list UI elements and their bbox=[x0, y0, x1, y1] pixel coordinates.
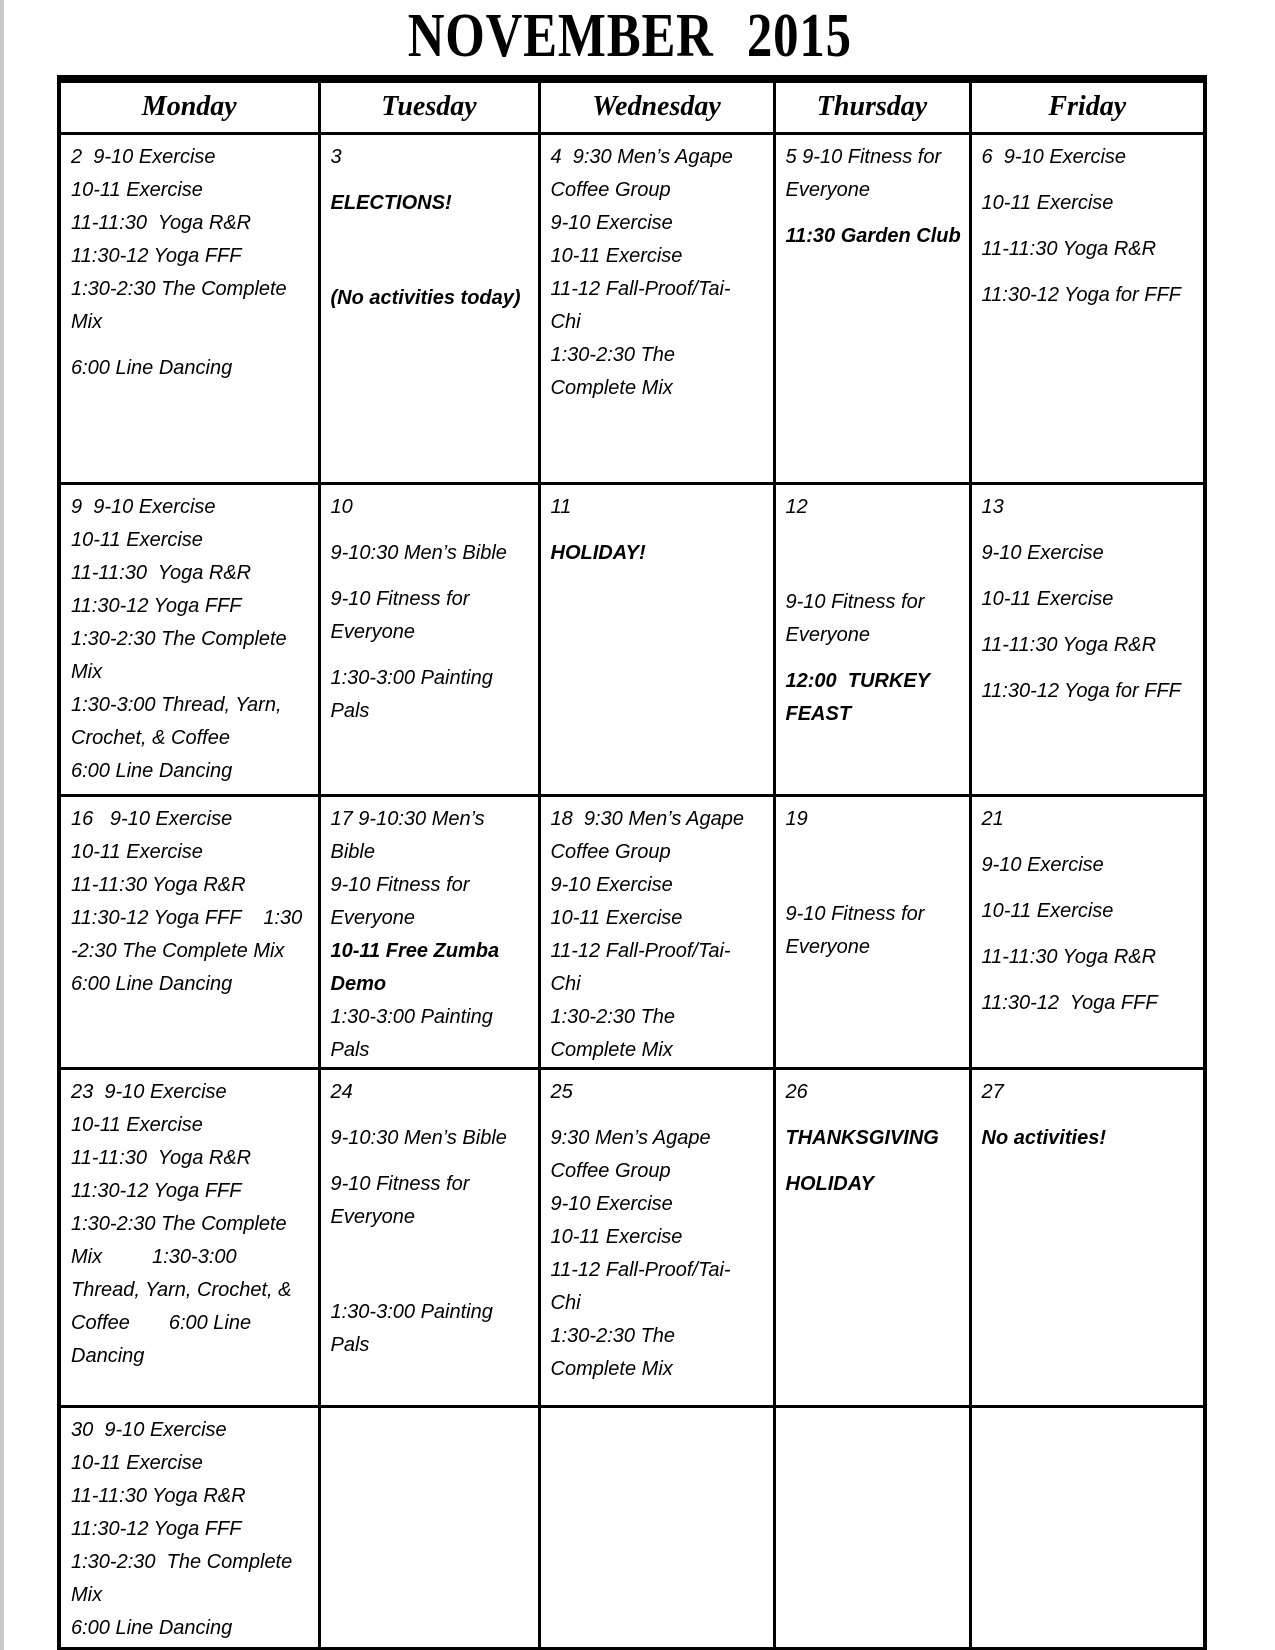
event-line: 11:30-12 Yoga FFF bbox=[71, 594, 242, 617]
event-line: 11:30-12 Yoga FFF bbox=[981, 991, 1158, 1014]
day-cell bbox=[319, 483, 539, 795]
event-line: 25 bbox=[550, 1080, 573, 1103]
event-line: 11-11:30 Yoga R&R bbox=[981, 633, 1157, 656]
event-line: 9-10 Fitness for bbox=[785, 902, 925, 925]
day-cell bbox=[970, 795, 1205, 1068]
event-line: 11-11:30 Yoga R&R bbox=[71, 873, 246, 896]
event-line: 11:30-12 Yoga FFF bbox=[71, 1517, 242, 1540]
event-line: 11-11:30 Yoga R&R bbox=[71, 561, 252, 584]
event-line: 9-10 Fitness for bbox=[330, 587, 470, 610]
event-line: 23 9-10 Exercise bbox=[71, 1080, 227, 1103]
event-line: Chi bbox=[550, 1291, 581, 1314]
day-header-friday: Friday bbox=[970, 79, 1205, 133]
event-line: Crochet, & Coffee bbox=[71, 726, 230, 749]
day-cell bbox=[539, 133, 774, 483]
event-line: 24 bbox=[330, 1080, 353, 1103]
event-line: 10-11 Exercise bbox=[981, 587, 1114, 610]
event-line: 27 bbox=[981, 1080, 1004, 1103]
event-line: Coffee Group bbox=[550, 1159, 671, 1182]
day-cell bbox=[319, 795, 539, 1068]
event-line: 10-11 Exercise bbox=[71, 528, 203, 551]
event-line: 1:30-2:30 The Complete bbox=[71, 1550, 293, 1573]
day-cell bbox=[59, 483, 319, 795]
event-line: 9-10 Exercise bbox=[550, 1192, 673, 1215]
event-line: Everyone bbox=[330, 620, 415, 643]
event-line: Pals bbox=[330, 1333, 370, 1356]
event-line: 11-12 Fall-Proof/Tai- bbox=[550, 1258, 731, 1281]
event-line-bold: (No activities today) bbox=[330, 286, 521, 309]
event-line: Chi bbox=[550, 972, 581, 995]
day-header-monday: Monday bbox=[59, 79, 319, 133]
event-line: 11 bbox=[550, 495, 572, 518]
event-line: 10 bbox=[330, 495, 353, 518]
event-line: 12 bbox=[785, 495, 808, 518]
event-line: 10-11 Exercise bbox=[550, 906, 683, 929]
event-line-bold: THANKSGIVING bbox=[785, 1126, 939, 1149]
day-cell bbox=[774, 1406, 970, 1649]
event-line: 10-11 Exercise bbox=[71, 1451, 203, 1474]
event-line-bold: 12:00 TURKEY bbox=[785, 669, 930, 692]
event-line-bold: ELECTIONS! bbox=[330, 191, 452, 214]
event-line: 9-10:30 Men’s Bible bbox=[330, 541, 507, 564]
event-line: 30 9-10 Exercise bbox=[71, 1418, 227, 1441]
event-line: 6 9-10 Exercise bbox=[981, 145, 1127, 168]
week-row-1 bbox=[59, 133, 1205, 483]
event-line: 6:00 Line Dancing bbox=[71, 1616, 233, 1639]
event-line: Coffee 6:00 Line bbox=[71, 1311, 252, 1334]
day-cell bbox=[774, 795, 970, 1068]
event-line-bold: HOLIDAY bbox=[785, 1172, 875, 1195]
event-line: 11-11:30 Yoga R&R bbox=[981, 945, 1157, 968]
event-line: 11-12 Fall-Proof/Tai- bbox=[550, 277, 731, 300]
event-line: 10-11 Exercise bbox=[71, 840, 203, 863]
event-line: 1:30-3:00 Thread, Yarn, bbox=[71, 693, 282, 716]
page-title-area bbox=[57, 0, 1203, 72]
event-line: 11:30-12 Yoga FFF bbox=[71, 1179, 242, 1202]
event-line: 11:30-12 Yoga for FFF bbox=[981, 679, 1181, 702]
event-line-bold: 10-11 Free Zumba bbox=[330, 939, 500, 962]
event-line: 13 bbox=[981, 495, 1004, 518]
event-line: Coffee Group bbox=[550, 178, 671, 201]
event-line: 9-10 Exercise bbox=[550, 873, 673, 896]
event-line: Mix 1:30-3:00 bbox=[71, 1245, 237, 1268]
event-line: Mix bbox=[71, 660, 103, 683]
day-cell bbox=[319, 1406, 539, 1649]
event-line: Chi bbox=[550, 310, 581, 333]
event-line: 1:30-2:30 The Complete bbox=[71, 1212, 287, 1235]
event-line: 11:30-12 Yoga FFF bbox=[71, 244, 242, 267]
event-line: 11-11:30 Yoga R&R bbox=[981, 237, 1157, 260]
day-cell bbox=[539, 1406, 774, 1649]
event-line: 10-11 Exercise bbox=[981, 899, 1114, 922]
event-line: 10-11 Exercise bbox=[981, 191, 1114, 214]
event-line: 1:30-2:30 The bbox=[550, 343, 676, 366]
page-title: NOVEMBER 2015 bbox=[407, 2, 853, 70]
event-line-bold: HOLIDAY! bbox=[550, 541, 646, 564]
day-cell bbox=[59, 133, 319, 483]
event-line: 19 bbox=[785, 807, 808, 830]
event-line: 11:30-12 Yoga FFF 1:30 bbox=[71, 906, 303, 929]
event-line: 1:30-2:30 The bbox=[550, 1324, 676, 1347]
calendar-header bbox=[59, 79, 1205, 133]
day-cell bbox=[319, 1068, 539, 1406]
event-line: 9-10:30 Men’s Bible bbox=[330, 1126, 507, 1149]
event-line: 2 9-10 Exercise bbox=[71, 145, 216, 168]
day-header-wednesday: Wednesday bbox=[539, 79, 774, 133]
day-header-tuesday: Tuesday bbox=[319, 79, 539, 133]
event-line: 5 9-10 Fitness for bbox=[785, 145, 942, 168]
page-left-edge bbox=[0, 0, 4, 1650]
event-line: Everyone bbox=[785, 178, 870, 201]
event-line: 9-10 Exercise bbox=[981, 853, 1104, 876]
event-line: 1:30-2:30 The bbox=[550, 1005, 676, 1028]
event-line-bold: Demo bbox=[330, 972, 387, 995]
event-line: 9-10 Fitness for bbox=[785, 590, 925, 613]
day-cell bbox=[59, 1406, 319, 1649]
event-line: 16 9-10 Exercise bbox=[71, 807, 233, 830]
event-line: 1:30-3:00 Painting bbox=[330, 1005, 493, 1028]
event-line: Everyone bbox=[330, 1205, 415, 1228]
event-line-bold: FEAST bbox=[785, 702, 852, 725]
event-line: Dancing bbox=[71, 1344, 145, 1367]
event-line: 3 bbox=[330, 145, 342, 168]
event-line: 9-10 Exercise bbox=[550, 211, 673, 234]
event-line: Everyone bbox=[785, 623, 870, 646]
event-line: Thread, Yarn, Crochet, & bbox=[71, 1278, 292, 1301]
event-line: 10-11 Exercise bbox=[550, 1225, 683, 1248]
day-cell bbox=[970, 483, 1205, 795]
event-line: 26 bbox=[785, 1080, 808, 1103]
event-line: 10-11 Exercise bbox=[550, 244, 683, 267]
day-cell bbox=[59, 795, 319, 1068]
day-header-thursday: Thursday bbox=[774, 79, 970, 133]
event-line: Everyone bbox=[330, 906, 415, 929]
event-line: 9-10 Fitness for bbox=[330, 1172, 470, 1195]
event-line: -2:30 The Complete Mix bbox=[71, 939, 285, 962]
event-line: 9:30 Men’s Agape bbox=[550, 1126, 711, 1149]
calendar-body bbox=[59, 133, 1205, 1649]
day-cell bbox=[774, 483, 970, 795]
day-cell bbox=[539, 483, 774, 795]
day-cell bbox=[774, 1068, 970, 1406]
week-row-4 bbox=[59, 1068, 1205, 1406]
event-line: 4 9:30 Men’s Agape bbox=[550, 145, 733, 168]
day-cell bbox=[319, 133, 539, 483]
event-line: 11:30-12 Yoga for FFF bbox=[981, 283, 1181, 306]
event-line-bold: No activities! bbox=[981, 1126, 1106, 1149]
event-line: 11-12 Fall-Proof/Tai- bbox=[550, 939, 731, 962]
day-cell bbox=[539, 1068, 774, 1406]
event-line: Complete Mix bbox=[550, 1357, 673, 1380]
event-line-bold: 11:30 Garden Club bbox=[785, 224, 961, 247]
event-line: Pals bbox=[330, 699, 370, 722]
event-line: 6:00 Line Dancing bbox=[71, 972, 233, 995]
event-line: Bible bbox=[330, 840, 375, 863]
event-line: 1:30-3:00 Painting bbox=[330, 1300, 493, 1323]
event-line: Complete Mix bbox=[550, 376, 673, 399]
event-line: Coffee Group bbox=[550, 840, 671, 863]
event-line: Mix bbox=[71, 1583, 103, 1606]
event-line: 6:00 Line Dancing bbox=[71, 759, 233, 782]
day-cell bbox=[774, 133, 970, 483]
event-line: 1:30-3:00 Painting bbox=[330, 666, 493, 689]
day-cell bbox=[539, 795, 774, 1068]
event-line: 1:30-2:30 The Complete bbox=[71, 627, 287, 650]
day-cell bbox=[970, 1068, 1205, 1406]
week-row-3 bbox=[59, 795, 1205, 1068]
event-line: 6:00 Line Dancing bbox=[71, 356, 233, 379]
day-cell bbox=[970, 1406, 1205, 1649]
day-cell bbox=[59, 1068, 319, 1406]
event-line: Complete Mix bbox=[550, 1038, 673, 1061]
event-line: 9-10 Fitness for bbox=[330, 873, 470, 896]
event-line: 1:30-2:30 The Complete bbox=[71, 277, 287, 300]
day-cell bbox=[970, 133, 1205, 483]
event-line: 10-11 Exercise bbox=[71, 1113, 203, 1136]
event-line: Pals bbox=[330, 1038, 370, 1061]
event-line: 9 9-10 Exercise bbox=[71, 495, 216, 518]
event-line: 11-11:30 Yoga R&R bbox=[71, 211, 252, 234]
event-line: 11-11:30 Yoga R&R bbox=[71, 1146, 252, 1169]
event-line: 11-11:30 Yoga R&R bbox=[71, 1484, 246, 1507]
calendar-table bbox=[57, 75, 1207, 1650]
event-line: Mix bbox=[71, 310, 103, 333]
event-line: 9-10 Exercise bbox=[981, 541, 1104, 564]
event-line: 10-11 Exercise bbox=[71, 178, 203, 201]
week-row-2 bbox=[59, 483, 1205, 795]
event-line: 18 9:30 Men’s Agape bbox=[550, 807, 744, 830]
weekday-header-row bbox=[59, 79, 1205, 133]
event-line: 17 9-10:30 Men’s bbox=[330, 807, 485, 830]
event-line: 21 bbox=[981, 807, 1004, 830]
week-row-5 bbox=[59, 1406, 1205, 1649]
event-line: Everyone bbox=[785, 935, 870, 958]
